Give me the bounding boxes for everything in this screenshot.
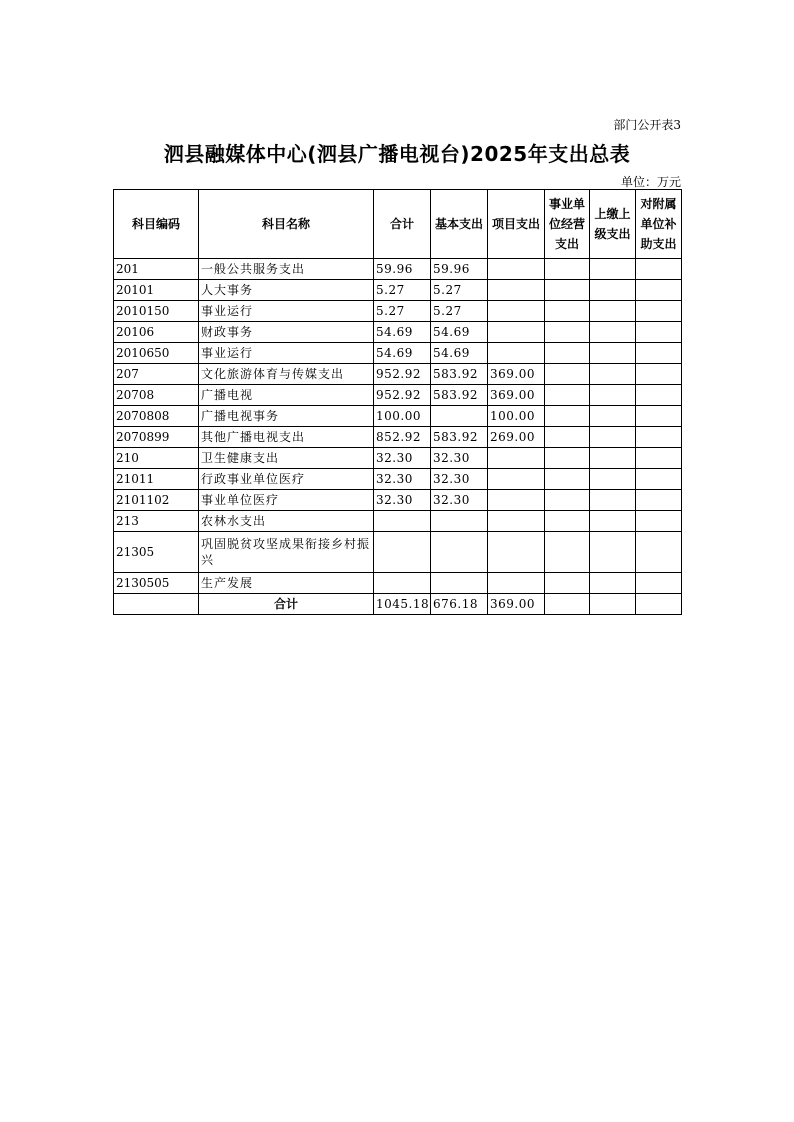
row-upper xyxy=(590,301,636,322)
row-project xyxy=(488,448,545,469)
row-affiliate xyxy=(636,448,682,469)
row-code: 2130505 xyxy=(114,573,199,594)
table-row xyxy=(114,259,682,280)
row-total: 5.27 xyxy=(374,280,431,301)
total-label: 合计 xyxy=(199,594,374,615)
row-affiliate xyxy=(636,511,682,532)
row-total xyxy=(374,573,431,594)
row-name: 事业运行 xyxy=(199,301,374,322)
header-name: 科目名称 xyxy=(199,190,374,259)
header-affiliate-subsidy xyxy=(636,190,682,259)
row-code: 2010650 xyxy=(114,343,199,364)
row-total: 100.00 xyxy=(374,406,431,427)
table-row xyxy=(114,469,682,490)
row-affiliate xyxy=(636,280,682,301)
row-business xyxy=(545,573,590,594)
table-row xyxy=(114,385,682,406)
row-code: 20708 xyxy=(114,385,199,406)
row-total: 852.92 xyxy=(374,427,431,448)
row-name: 事业单位医疗 xyxy=(199,490,374,511)
header-code: 科目编码 xyxy=(114,190,199,259)
row-project: 369.00 xyxy=(488,364,545,385)
row-project xyxy=(488,532,545,573)
row-upper xyxy=(590,532,636,573)
row-total: 59.96 xyxy=(374,259,431,280)
row-name: 卫生健康支出 xyxy=(199,448,374,469)
header-affil-line2: 单位补 xyxy=(640,217,677,231)
header-upper-remit xyxy=(590,190,636,259)
row-name: 生产发展 xyxy=(199,573,374,594)
row-code: 213 xyxy=(114,511,199,532)
total-upper xyxy=(590,594,636,615)
row-basic xyxy=(431,406,488,427)
row-name: 农林水支出 xyxy=(199,511,374,532)
table-row xyxy=(114,343,682,364)
total-code xyxy=(114,594,199,615)
row-name: 广播电视事务 xyxy=(199,406,374,427)
row-affiliate xyxy=(636,322,682,343)
row-name: 一般公共服务支出 xyxy=(199,259,374,280)
row-business xyxy=(545,343,590,364)
row-affiliate xyxy=(636,490,682,511)
row-upper xyxy=(590,448,636,469)
row-code: 21011 xyxy=(114,469,199,490)
row-upper xyxy=(590,322,636,343)
table-row xyxy=(114,511,682,532)
header-project: 项目支出 xyxy=(488,190,545,259)
header-business-line3: 支出 xyxy=(554,237,579,251)
row-upper xyxy=(590,385,636,406)
row-code: 20101 xyxy=(114,280,199,301)
row-code: 210 xyxy=(114,448,199,469)
row-basic xyxy=(431,573,488,594)
row-basic: 5.27 xyxy=(431,301,488,322)
row-affiliate xyxy=(636,385,682,406)
page-title: 泗县融媒体中心(泗县广播电视台)2025年支出总表 xyxy=(163,142,631,166)
row-affiliate xyxy=(636,364,682,385)
row-affiliate xyxy=(636,343,682,364)
row-basic: 54.69 xyxy=(431,343,488,364)
row-business xyxy=(545,469,590,490)
row-total: 952.92 xyxy=(374,364,431,385)
row-basic: 583.92 xyxy=(431,364,488,385)
header-upper-line1: 上缴上 xyxy=(594,207,631,221)
header-business-line1: 事业单 xyxy=(548,197,585,211)
header-business-line2: 位经营 xyxy=(548,217,585,231)
table-row xyxy=(114,448,682,469)
row-affiliate xyxy=(636,259,682,280)
row-business xyxy=(545,280,590,301)
row-total: 32.30 xyxy=(374,490,431,511)
row-code: 2070808 xyxy=(114,406,199,427)
row-name: 财政事务 xyxy=(199,322,374,343)
row-upper xyxy=(590,573,636,594)
row-upper xyxy=(590,406,636,427)
row-project xyxy=(488,490,545,511)
row-upper xyxy=(590,259,636,280)
table-row xyxy=(114,406,682,427)
row-business xyxy=(545,427,590,448)
row-name: 其他广播电视支出 xyxy=(199,427,374,448)
row-project xyxy=(488,280,545,301)
row-code: 207 xyxy=(114,364,199,385)
row-code: 2010150 xyxy=(114,301,199,322)
row-name: 行政事业单位医疗 xyxy=(199,469,374,490)
row-upper xyxy=(590,469,636,490)
total-affiliate xyxy=(636,594,682,615)
row-affiliate xyxy=(636,532,682,573)
row-business xyxy=(545,364,590,385)
unit-label: 单位：万元 xyxy=(620,175,681,189)
row-basic: 32.30 xyxy=(431,490,488,511)
total-row xyxy=(114,594,682,615)
row-code: 2101102 xyxy=(114,490,199,511)
row-total: 5.27 xyxy=(374,301,431,322)
row-business xyxy=(545,385,590,406)
row-project xyxy=(488,469,545,490)
total-basic: 676.18 xyxy=(431,594,488,615)
row-upper xyxy=(590,280,636,301)
row-name: 人大事务 xyxy=(199,280,374,301)
total-business xyxy=(545,594,590,615)
row-business xyxy=(545,490,590,511)
row-business xyxy=(545,301,590,322)
row-total xyxy=(374,511,431,532)
row-basic: 32.30 xyxy=(431,448,488,469)
row-upper xyxy=(590,343,636,364)
row-business xyxy=(545,511,590,532)
row-basic: 5.27 xyxy=(431,280,488,301)
table-row xyxy=(114,573,682,594)
row-basic: 583.92 xyxy=(431,427,488,448)
row-business xyxy=(545,532,590,573)
row-affiliate xyxy=(636,469,682,490)
table-row xyxy=(114,532,682,573)
table-number-label: 部门公开表3 xyxy=(613,118,681,132)
row-business xyxy=(545,322,590,343)
row-project xyxy=(488,322,545,343)
total-total: 1045.18 xyxy=(374,594,431,615)
row-total: 32.30 xyxy=(374,469,431,490)
header-total: 合计 xyxy=(374,190,431,259)
expense-table xyxy=(113,189,682,615)
header-row xyxy=(114,190,682,259)
table-row xyxy=(114,280,682,301)
row-code: 2070899 xyxy=(114,427,199,448)
row-name: 事业运行 xyxy=(199,343,374,364)
row-code: 21305 xyxy=(114,532,199,573)
row-project xyxy=(488,259,545,280)
table-row xyxy=(114,364,682,385)
row-total: 952.92 xyxy=(374,385,431,406)
row-code: 20106 xyxy=(114,322,199,343)
header-affil-line1: 对附属 xyxy=(640,197,677,211)
header-affil-line3: 助支出 xyxy=(640,237,677,251)
row-name: 巩固脱贫攻坚成果衔接乡村振兴 xyxy=(199,532,374,573)
table-row xyxy=(114,490,682,511)
row-business xyxy=(545,448,590,469)
row-total: 54.69 xyxy=(374,322,431,343)
row-project: 369.00 xyxy=(488,385,545,406)
row-total: 54.69 xyxy=(374,343,431,364)
row-business xyxy=(545,406,590,427)
row-basic xyxy=(431,511,488,532)
row-name: 广播电视 xyxy=(199,385,374,406)
header-upper-line2: 级支出 xyxy=(594,227,631,241)
row-affiliate xyxy=(636,573,682,594)
row-total xyxy=(374,532,431,573)
row-affiliate xyxy=(636,301,682,322)
row-affiliate xyxy=(636,406,682,427)
row-basic: 32.30 xyxy=(431,469,488,490)
header-basic: 基本支出 xyxy=(431,190,488,259)
row-business xyxy=(545,259,590,280)
row-project: 100.00 xyxy=(488,406,545,427)
table-row xyxy=(114,427,682,448)
row-upper xyxy=(590,490,636,511)
table-row xyxy=(114,301,682,322)
row-upper xyxy=(590,364,636,385)
row-upper xyxy=(590,511,636,532)
header-business-operation xyxy=(545,190,590,259)
row-project xyxy=(488,301,545,322)
row-basic xyxy=(431,532,488,573)
row-upper xyxy=(590,427,636,448)
row-project xyxy=(488,573,545,594)
row-name: 文化旅游体育与传媒支出 xyxy=(199,364,374,385)
total-project: 369.00 xyxy=(488,594,545,615)
row-affiliate xyxy=(636,427,682,448)
row-basic: 59.96 xyxy=(431,259,488,280)
table-row xyxy=(114,322,682,343)
row-project xyxy=(488,511,545,532)
row-code: 201 xyxy=(114,259,199,280)
row-project: 269.00 xyxy=(488,427,545,448)
row-basic: 583.92 xyxy=(431,385,488,406)
row-total: 32.30 xyxy=(374,448,431,469)
row-project xyxy=(488,343,545,364)
row-basic: 54.69 xyxy=(431,322,488,343)
